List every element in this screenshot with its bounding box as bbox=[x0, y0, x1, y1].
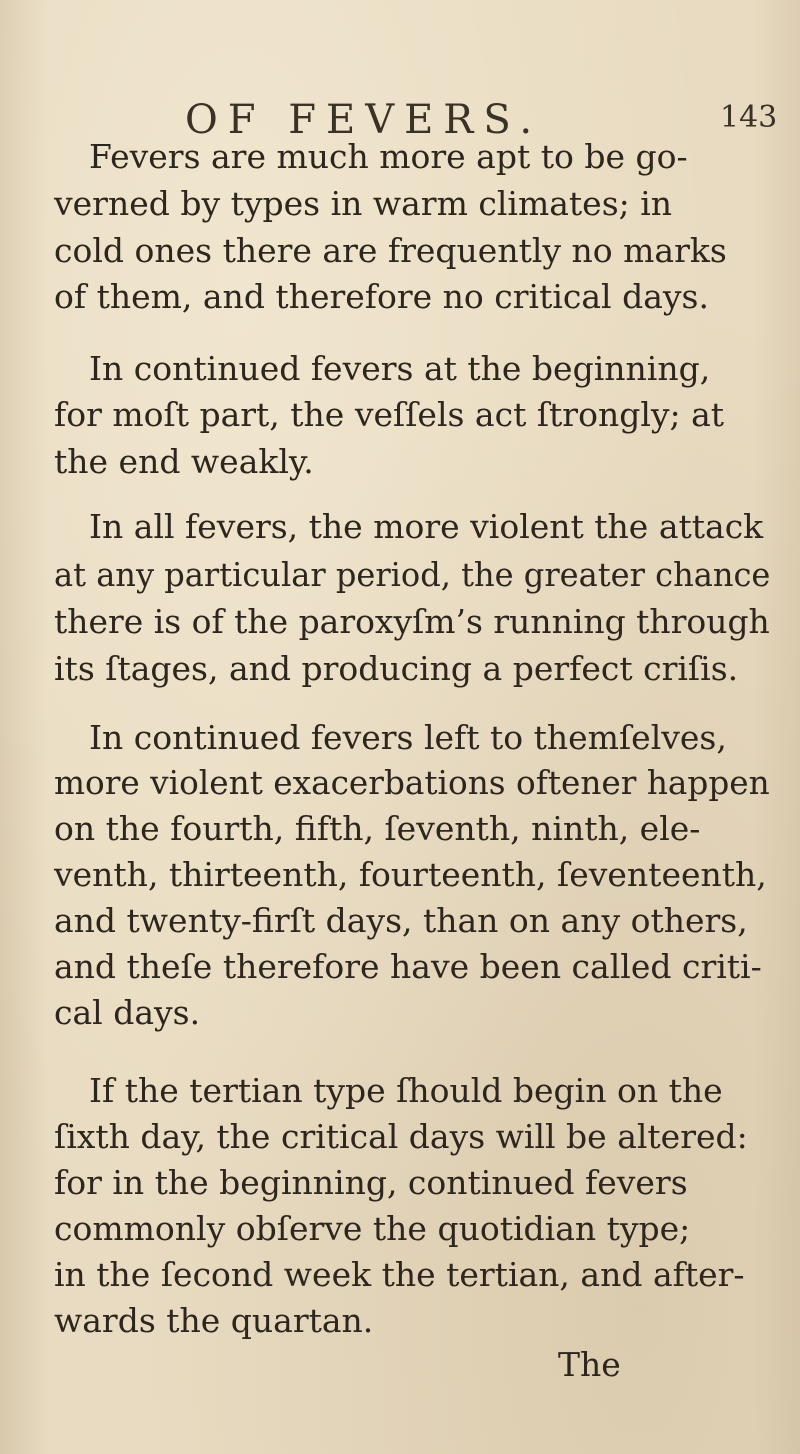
running-head: OF FEVERS. bbox=[185, 97, 543, 143]
text-line: more violent exacerbations oftener happen bbox=[54, 763, 770, 802]
text-line: its ſtages, and producing a perfect criſis. bbox=[54, 649, 739, 688]
text-line: If the tertian type ſhould begin on the bbox=[89, 1071, 723, 1110]
text-line: at any particular period, the greater chance bbox=[54, 555, 771, 594]
catchword: The bbox=[558, 1345, 621, 1384]
text-line: there is of the paroxyſm’s running through bbox=[54, 602, 770, 641]
text-line: cal days. bbox=[54, 993, 201, 1032]
text-line: the end weakly. bbox=[54, 442, 314, 481]
page-number: 143 bbox=[720, 100, 778, 135]
text-line: cold ones there are frequently no marks bbox=[54, 231, 727, 270]
text-line: In continued fevers left to themſelves, bbox=[89, 718, 727, 757]
text-line: wards the quartan. bbox=[54, 1301, 374, 1340]
text-line: for in the beginning, continued fevers bbox=[54, 1163, 688, 1202]
text-line: venth, thirteenth, fourteenth, ſeventeenth, bbox=[54, 855, 767, 894]
text-line: for moſt part, the veſſels act ſtrongly; at bbox=[54, 395, 725, 434]
text-line: Fevers are much more apt to be go- bbox=[89, 137, 688, 176]
text-line: of them, and therefore no critical days. bbox=[54, 277, 709, 316]
text-line: and twenty-firſt days, than on any others, bbox=[54, 901, 748, 940]
text-line: In continued fevers at the beginning, bbox=[89, 349, 711, 388]
text-line: commonly obſerve the quotidian type; bbox=[54, 1209, 691, 1248]
text-line: and theſe therefore have been called criti- bbox=[54, 947, 762, 986]
text-line: in the ſecond week the tertian, and after- bbox=[54, 1255, 745, 1294]
text-line: verned by types in warm climates; in bbox=[54, 184, 673, 223]
text-line: In all fevers, the more violent the attack bbox=[89, 507, 764, 546]
text-line: on the fourth, fifth, ſeventh, ninth, ele- bbox=[54, 809, 701, 848]
text-line: ſixth day, the critical days will be altered: bbox=[54, 1117, 748, 1156]
